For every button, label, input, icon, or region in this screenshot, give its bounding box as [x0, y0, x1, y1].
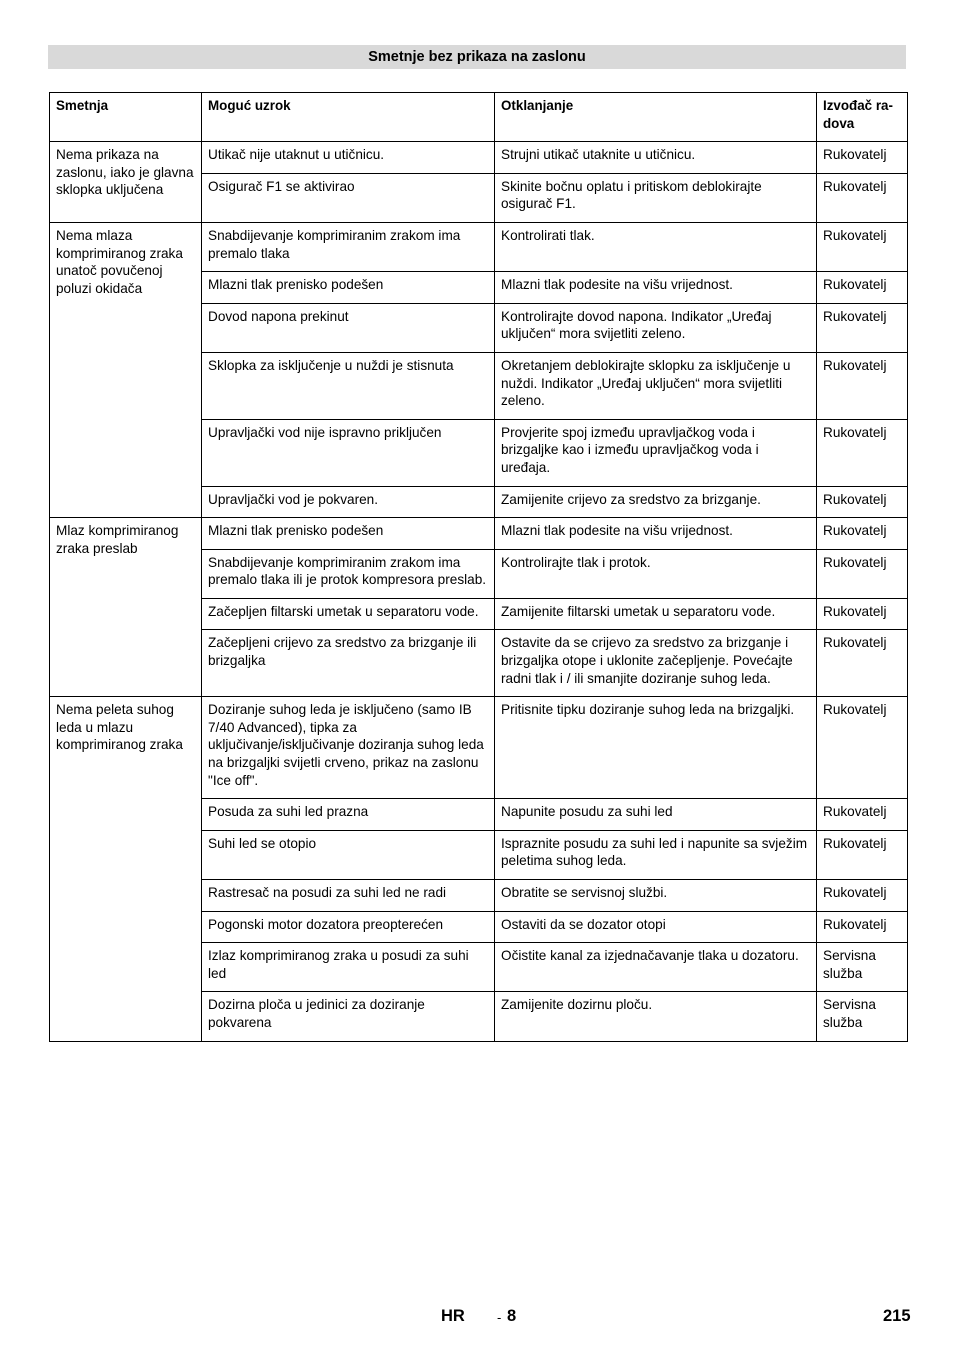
cause-cell: Posuda za suhi led prazna — [202, 799, 495, 831]
fault-cell: Nema mlaza komprimiranog zraka unatoč povučenoj poluzi okidača — [50, 222, 202, 517]
performer-cell: Rukovatelj — [817, 630, 908, 697]
remedy-cell: Mlazni tlak podesite na višu vrijednost. — [495, 518, 817, 550]
performer-cell: Rukovatelj — [817, 518, 908, 550]
cause-cell: Upravljački vod je pokvaren. — [202, 486, 495, 518]
cause-cell: Pogonski motor dozatora preopterećen — [202, 911, 495, 943]
performer-cell: Rukovatelj — [817, 222, 908, 271]
table-row — [50, 142, 908, 174]
header-remedy: Otklanjanje — [495, 93, 817, 142]
remedy-cell: Skinite bočnu oplatu i pritiskom deblokirajte osigurač F1. — [495, 173, 817, 222]
section-title: Smetnje bez prikaza na zaslonu — [48, 45, 906, 69]
header-by: Izvođač ra-dova — [817, 93, 908, 142]
cause-cell: Snabdijevanje komprimiranim zrakom ima premalo tlaka — [202, 222, 495, 271]
cause-cell: Mlazni tlak prenisko podešen — [202, 518, 495, 550]
performer-cell: Rukovatelj — [817, 486, 908, 518]
footer-page-number: 215 — [883, 1307, 911, 1325]
remedy-cell: Ispraznite posudu za suhi led i napunite sa svježim peletima suhog leda. — [495, 830, 817, 879]
performer-cell: Rukovatelj — [817, 303, 908, 352]
remedy-cell: Pritisnite tipku doziranje suhog leda na brizgaljki. — [495, 697, 817, 799]
table-row — [50, 222, 908, 271]
cause-cell: Dovod napona prekinut — [202, 303, 495, 352]
remedy-cell: Provjerite spoj između upravljačkog voda i brizgaljke kao i između upravljačkog voda i uređaja. — [495, 419, 817, 486]
cause-cell: Utikač nije utaknut u utičnicu. — [202, 142, 495, 174]
table-row — [50, 697, 908, 799]
fault-cell: Nema prikaza na zaslonu, iako je glavna sklopka uključena — [50, 142, 202, 223]
performer-cell: Rukovatelj — [817, 272, 908, 304]
footer-separator: - — [497, 1310, 502, 1325]
performer-cell: Rukovatelj — [817, 598, 908, 630]
performer-cell: Rukovatelj — [817, 419, 908, 486]
troubleshooting-table — [49, 92, 908, 1042]
remedy-cell: Okretanjem deblokirajte sklopku za isključenje u nuždi. Indikator „Uređaj uključen“ mora svijetliti zeleno. — [495, 352, 817, 419]
performer-cell: Rukovatelj — [817, 549, 908, 598]
header-fault: Smetnja — [50, 93, 202, 142]
performer-cell: Rukovatelj — [817, 697, 908, 799]
performer-cell: Rukovatelj — [817, 799, 908, 831]
remedy-cell: Obratite se servisnoj službi. — [495, 880, 817, 912]
header-cause: Moguć uzrok — [202, 93, 495, 142]
cause-cell: Dozirna ploča u jedinici za doziranje pokvarena — [202, 992, 495, 1041]
cause-cell: Doziranje suhog leda je isključeno (samo IB 7/40 Advanced), tipka za uključivanje/isključivanje doziranja suhog leda na brizgaljki svijetli crveno, prikaz na zaslonu "Ice off". — [202, 697, 495, 799]
cause-cell: Upravljački vod nije ispravno priključen — [202, 419, 495, 486]
remedy-cell: Zamijenite crijevo za sredstvo za brizganje. — [495, 486, 817, 518]
remedy-cell: Zamijenite dozirnu ploču. — [495, 992, 817, 1041]
cause-cell: Snabdijevanje komprimiranim zrakom ima premalo tlaka ili je protok kompresora preslab. — [202, 549, 495, 598]
remedy-cell: Napunite posudu za suhi led — [495, 799, 817, 831]
remedy-cell: Ostavite da se crijevo za sredstvo za brizganje i brizgaljka otope i uklonite začepljenje. Povećajte radni tlak i / ili smanjite doziranje suhog leda. — [495, 630, 817, 697]
performer-cell: Servisna služba — [817, 992, 908, 1041]
performer-cell: Rukovatelj — [817, 142, 908, 174]
performer-cell: Rukovatelj — [817, 173, 908, 222]
table-body — [50, 142, 908, 1041]
cause-cell: Izlaz komprimiranog zraka u posudi za suhi led — [202, 943, 495, 992]
cause-cell: Osigurač F1 se aktivirao — [202, 173, 495, 222]
remedy-cell: Kontrolirajte dovod napona. Indikator „Uređaj uključen“ mora svijetliti zeleno. — [495, 303, 817, 352]
remedy-cell: Očistite kanal za izjednačavanje tlaka u dozatoru. — [495, 943, 817, 992]
performer-cell: Rukovatelj — [817, 830, 908, 879]
remedy-cell: Zamijenite filtarski umetak u separatoru vode. — [495, 598, 817, 630]
performer-cell: Rukovatelj — [817, 352, 908, 419]
remedy-cell: Strujni utikač utaknite u utičnicu. — [495, 142, 817, 174]
remedy-cell: Ostaviti da se dozator otopi — [495, 911, 817, 943]
fault-cell: Mlaz komprimiranog zraka preslab — [50, 518, 202, 697]
performer-cell: Rukovatelj — [817, 911, 908, 943]
remedy-cell: Mlazni tlak podesite na višu vrijednost. — [495, 272, 817, 304]
cause-cell: Mlazni tlak prenisko podešen — [202, 272, 495, 304]
cause-cell: Sklopka za isključenje u nuždi je stisnuta — [202, 352, 495, 419]
remedy-cell: Kontrolirajte tlak i protok. — [495, 549, 817, 598]
fault-cell: Nema peleta suhog leda u mlazu komprimiranog zraka — [50, 697, 202, 1041]
cause-cell: Začepljeni crijevo za sredstvo za brizganje ili brizgaljka — [202, 630, 495, 697]
performer-cell: Rukovatelj — [817, 880, 908, 912]
cause-cell: Rastresač na posudi za suhi led ne radi — [202, 880, 495, 912]
footer-language: HR — [441, 1307, 465, 1325]
remedy-cell: Kontrolirati tlak. — [495, 222, 817, 271]
cause-cell: Začepljen filtarski umetak u separatoru vode. — [202, 598, 495, 630]
cause-cell: Suhi led se otopio — [202, 830, 495, 879]
footer-section: 8 — [507, 1307, 517, 1325]
table-row — [50, 518, 908, 550]
table-header-row — [50, 93, 908, 142]
performer-cell: Servisna služba — [817, 943, 908, 992]
